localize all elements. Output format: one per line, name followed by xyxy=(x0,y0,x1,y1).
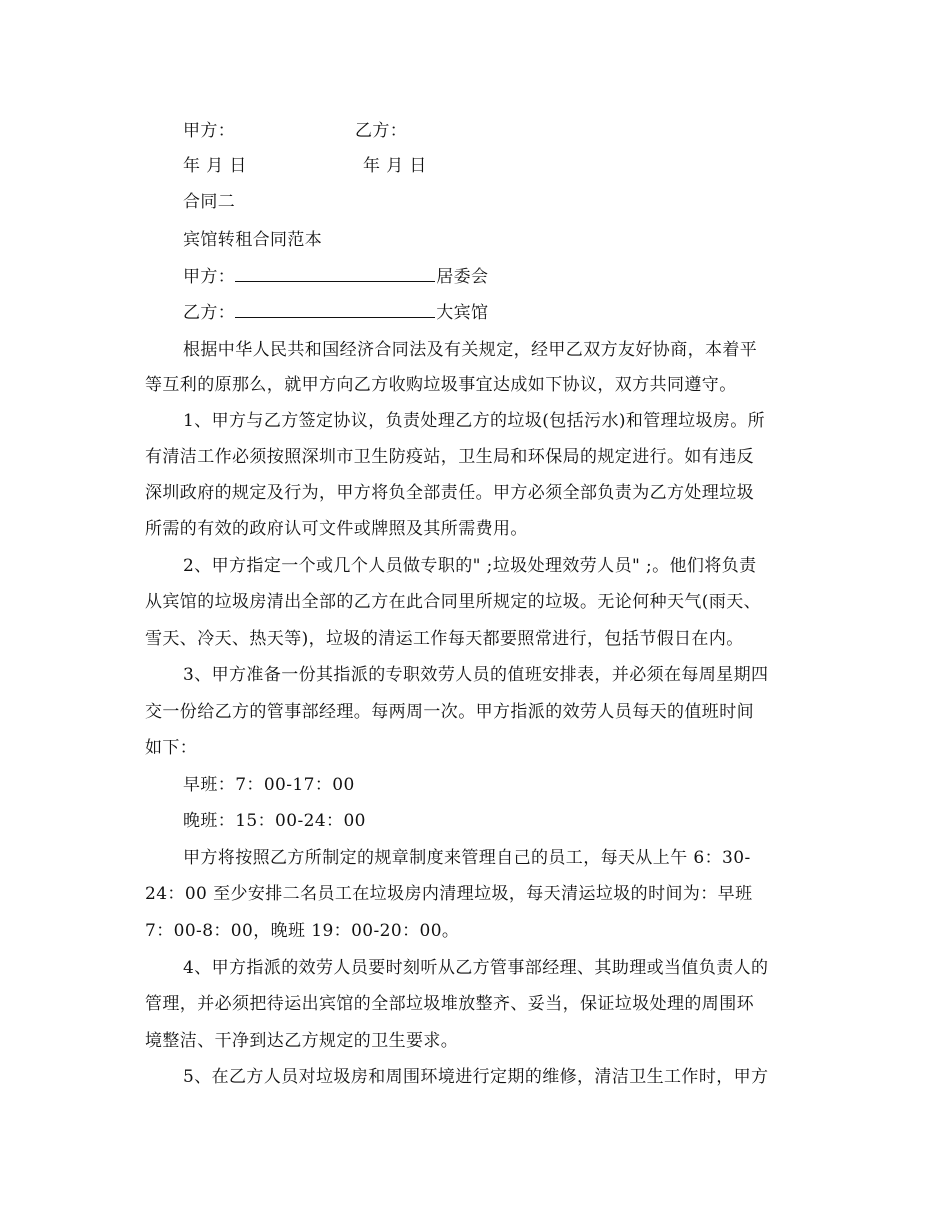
party-a-prefix: 甲方： xyxy=(183,267,236,287)
body-line: 1、甲方与乙方签定协议，负责处理乙方的垃圾(包括污水)和管理垃圾房。所 xyxy=(183,411,766,431)
body-line: 24：00 至少安排二名员工在垃圾房内清理垃圾，每天清运垃圾的时间为：早班 xyxy=(145,884,753,904)
body-line: 5、在乙方人员对垃圾房和周围环境进行定期的维修，清洁卫生工作时，甲方 xyxy=(183,1067,769,1087)
party-b-line xyxy=(183,301,488,325)
party-a-signature-label: 甲方： xyxy=(183,121,236,141)
body-line: 雪天、冷天、热天等)，垃圾的清运工作每天都要照常进行，包括节假日在内。 xyxy=(145,629,744,649)
body-line: 交一份给乙方的管事部经理。每两周一次。甲方指派的效劳人员每天的值班时间 xyxy=(145,702,754,722)
party-b-name: 大宾馆 xyxy=(436,303,489,323)
body-line: 深圳政府的规定及行为，甲方将负全部责任。甲方必须全部负责为乙方处理垃圾 xyxy=(145,483,754,503)
body-line: 3、甲方准备一份其指派的专职效劳人员的值班安排表，并必须在每周星期四 xyxy=(183,665,769,685)
body-line: 根据中华人民共和国经济合同法及有关规定，经甲乙双方友好协商，本着平 xyxy=(183,340,758,360)
body-line: 甲方将按照乙方所制定的规章制度来管理自己的员工，每天从上午 6：30- xyxy=(183,848,751,868)
body-line: 管理，并必须把待运出宾馆的全部垃圾堆放整齐、妥当，保证垃圾处理的周围环 xyxy=(145,994,754,1014)
section-heading: 合同二 xyxy=(183,192,236,212)
party-a-blank-field xyxy=(235,265,435,282)
body-line: 从宾馆的垃圾房清出全部的乙方在此合同里所规定的垃圾。无论何种天气(雨天、 xyxy=(145,592,762,612)
body-line: 晚班：15：00-24：00 xyxy=(183,811,366,831)
party-a-date: 年 月 日 xyxy=(183,156,247,176)
body-line: 4、甲方指派的效劳人员要时刻听从乙方管事部经理、其助理或当值负责人的 xyxy=(183,958,769,978)
body-line: 早班：7：00-17：00 xyxy=(183,775,355,795)
body-line: 境整洁、干净到达乙方规定的卫生要求。 xyxy=(145,1031,459,1051)
party-b-date: 年 月 日 xyxy=(363,156,427,176)
party-a-name: 居委会 xyxy=(436,267,489,287)
body-line: 所需的有效的政府认可文件或牌照及其所需费用。 xyxy=(145,519,528,539)
party-b-signature-label: 乙方： xyxy=(355,121,408,141)
body-line: 有清洁工作必须按照深圳市卫生防疫站，卫生局和环保局的规定进行。如有违反 xyxy=(145,447,754,467)
body-line: 7：00-8：00，晚班 19：00-20：00。 xyxy=(145,921,460,941)
party-b-blank-field xyxy=(235,301,435,318)
body-line: 等互利的原那么，就甲方向乙方收购垃圾事宜达成如下协议，双方共同遵守。 xyxy=(145,375,737,395)
party-b-prefix: 乙方： xyxy=(183,303,236,323)
contract-title: 宾馆转租合同范本 xyxy=(183,230,323,250)
party-a-line xyxy=(183,265,488,289)
body-line: 2、甲方指定一个或几个人员做专职的" ;垃圾处理效劳人员" ;。他们将负责 xyxy=(183,556,757,576)
body-line: 如下： xyxy=(145,738,198,758)
